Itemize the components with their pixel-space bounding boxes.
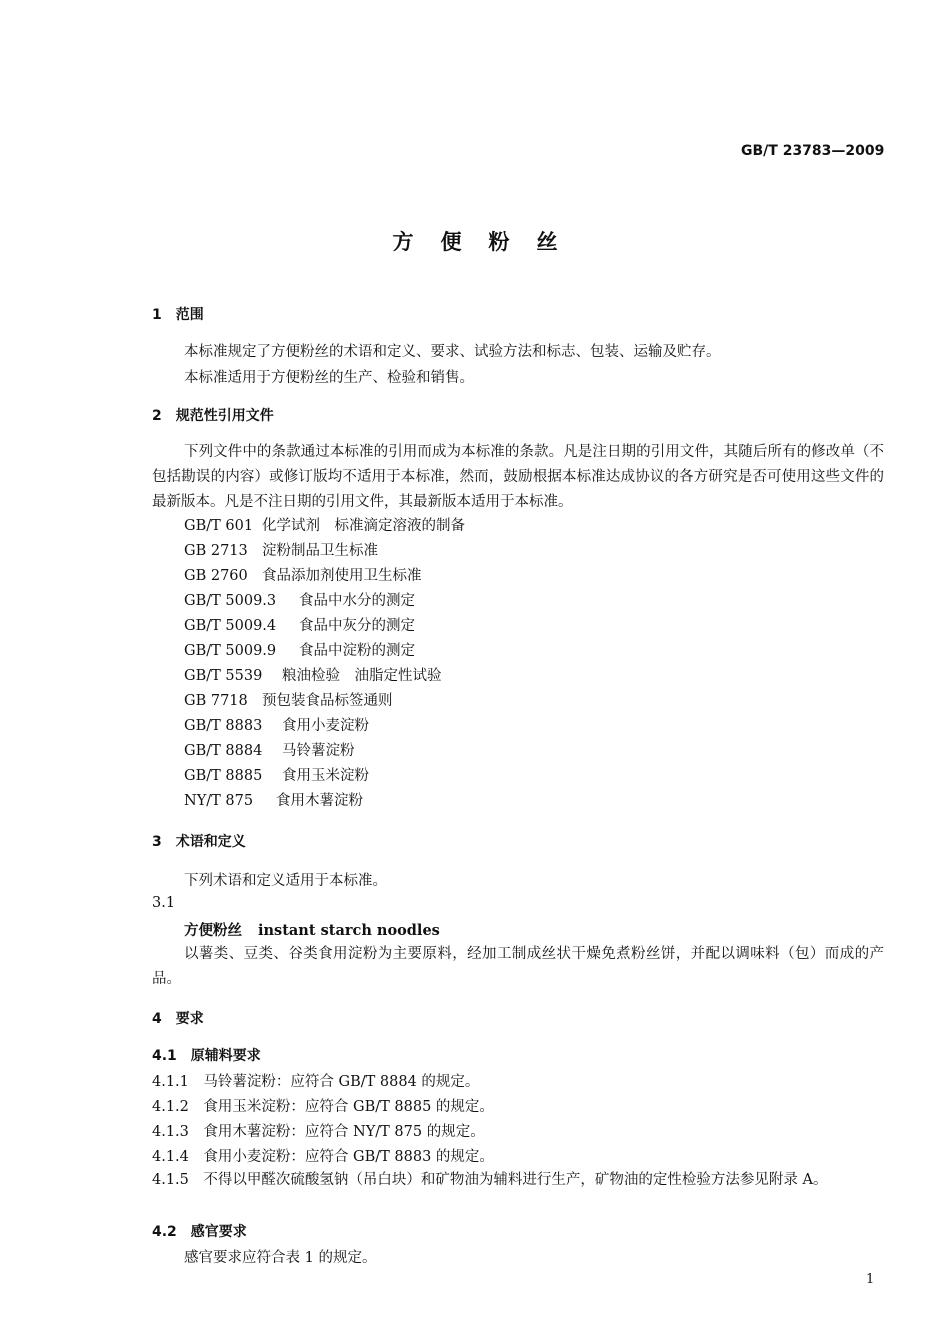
page-number: 1 — [866, 1272, 875, 1287]
reference-item — [184, 714, 465, 739]
reference-code: GB/T 5009.3 — [184, 593, 277, 609]
reference-title: 粮油检验 油脂定性试验 — [282, 668, 442, 684]
clause-4-1-heading: 4.1 原辅料要求 — [152, 1048, 261, 1064]
term-english: instant starch noodles — [258, 922, 440, 939]
reference-code: GB/T 5009.9 — [184, 643, 277, 659]
reference-code: GB/T 5009.4 — [184, 618, 277, 634]
reference-code: GB 2713 — [184, 543, 248, 559]
reference-title: 食品中水分的测定 — [299, 593, 415, 609]
reference-code: GB/T 5539 — [184, 668, 263, 684]
document-title: 方便粉丝 — [392, 230, 585, 254]
section-1-paragraph-2: 本标准适用于方便粉丝的生产、检验和销售。 — [184, 370, 474, 386]
term-chinese: 方便粉丝 — [184, 923, 242, 939]
reference-list — [184, 514, 465, 814]
section-1-paragraph-1: 本标准规定了方便粉丝的术语和定义、要求、试验方法和标志、包装、运输及贮存。 — [184, 344, 721, 360]
reference-title: 化学试剂 标准滴定溶液的制备 — [262, 518, 465, 534]
reference-title: 食品添加剂使用卫生标准 — [262, 568, 422, 584]
reference-item — [184, 589, 465, 614]
reference-item — [184, 539, 465, 564]
reference-code: GB 7718 — [184, 693, 248, 709]
reference-item — [184, 764, 465, 789]
term-definition: 以薯类、豆类、谷类食用淀粉为主要原料，经加工制成丝状干燥免煮粉丝饼，并配以调味料（包）而成的产品。 — [152, 946, 884, 987]
reference-title: 食用小麦淀粉 — [282, 718, 369, 734]
reference-item — [184, 639, 465, 664]
clause-4-1-4: 4.1.4 食用小麦淀粉：应符合 GB/T 8883 的规定。 — [152, 1149, 494, 1165]
section-2-intro: 下列文件中的条款通过本标准的引用而成为本标准的条款。凡是注日期的引用文件，其随后所有的修改单（不包括勘误的内容）或修订版均不适用于本标准，然而，鼓励根据本标准达成协议的各方研究是否可使用这些文件的最新版本。凡是不注日期的引用文件，其最新版本适用于本标准。 — [152, 444, 884, 510]
reference-code: GB/T 8885 — [184, 768, 263, 784]
reference-item — [184, 564, 465, 589]
reference-item — [184, 689, 465, 714]
reference-title: 食品中淀粉的测定 — [299, 643, 415, 659]
reference-title: 食品中灰分的测定 — [299, 618, 415, 634]
reference-title: 淀粉制品卫生标准 — [262, 543, 378, 559]
reference-title: 食用木薯淀粉 — [276, 793, 363, 809]
reference-item — [184, 739, 465, 764]
reference-title: 马铃薯淀粉 — [282, 743, 355, 759]
section-3-intro: 下列术语和定义适用于本标准。 — [184, 873, 387, 889]
reference-item — [184, 789, 465, 814]
reference-item — [184, 614, 465, 639]
section-2-heading: 2 规范性引用文件 — [152, 408, 274, 424]
clause-3-1-number: 3.1 — [152, 895, 176, 911]
reference-title: 食用玉米淀粉 — [282, 768, 369, 784]
clause-4-1-3: 4.1.3 食用木薯淀粉：应符合 NY/T 875 的规定。 — [152, 1124, 485, 1140]
reference-code: GB 2760 — [184, 568, 248, 584]
reference-code: GB/T 8884 — [184, 743, 263, 759]
reference-code: NY/T 875 — [184, 793, 254, 809]
term-line — [184, 919, 440, 940]
standard-number: GB/T 23783—2009 — [741, 143, 885, 159]
clause-4-2-paragraph: 感官要求应符合表 1 的规定。 — [184, 1250, 377, 1266]
clause-4-1-5: 4.1.5 不得以甲醛次硫酸氢钠（吊白块）和矿物油为辅料进行生产，矿物油的定性检验方法参见附录 A。 — [152, 1172, 828, 1188]
reference-code: GB/T 601 — [184, 518, 254, 534]
reference-title: 预包装食品标签通则 — [262, 693, 393, 709]
clause-4-1-2: 4.1.2 食用玉米淀粉：应符合 GB/T 8885 的规定。 — [152, 1099, 494, 1115]
section-1-heading: 1 范围 — [152, 307, 204, 323]
reference-code: GB/T 8883 — [184, 718, 263, 734]
reference-item — [184, 664, 465, 689]
clause-4-2-heading: 4.2 感官要求 — [152, 1224, 247, 1240]
clause-4-1-1: 4.1.1 马铃薯淀粉：应符合 GB/T 8884 的规定。 — [152, 1074, 480, 1090]
reference-item — [184, 514, 465, 539]
section-4-heading: 4 要求 — [152, 1011, 204, 1027]
section-3-heading: 3 术语和定义 — [152, 834, 246, 850]
